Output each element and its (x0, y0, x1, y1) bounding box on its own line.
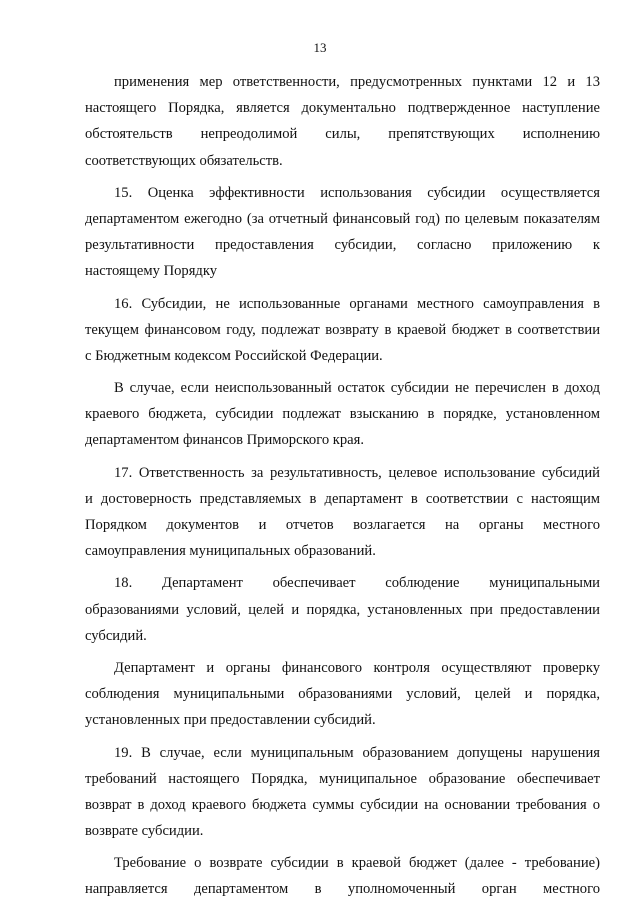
text-line: субсидий. (85, 627, 147, 644)
text-line: настоящему Порядку (85, 263, 218, 280)
text-line: соблюдения муниципальными образованиями условий, целей и порядка, (85, 686, 600, 703)
text-line: направляется департаментом в уполномоченный орган местного (85, 881, 600, 898)
text-line: самоуправления муниципальных образований. (85, 543, 376, 560)
paragraph (85, 69, 600, 174)
paragraph (85, 375, 600, 454)
paragraph (85, 850, 600, 902)
text-line: 18. Департамент обеспечивает соблюдение муниципальными (114, 575, 600, 592)
text-line: В случае, если неиспользованный остаток субсидии не перечислен в доход (114, 380, 600, 397)
text-line: текущем финансовом году, подлежат возврату в краевой бюджет в соответствии (85, 321, 600, 338)
text-line: возврате субсидии. (85, 823, 204, 840)
text-line: требований настоящего Порядка, муниципальное образование обеспечивает (85, 770, 600, 787)
text-line: Порядком документов и отчетов возлагается на органы местного (85, 517, 600, 533)
text-line: 15. Оценка эффективности использования субсидии осуществляется (114, 184, 600, 201)
text-line: применения мер ответственности, предусмотренных пунктами 12 и 13 (114, 74, 600, 90)
text-line: с Бюджетным кодексом Российской Федерации. (85, 347, 383, 364)
paragraph (85, 291, 600, 370)
text-line: и достоверность представляемых в департамент в соответствии с настоящим (85, 490, 600, 507)
paragraph (85, 180, 600, 285)
text-line: Требование о возврате субсидии в краевой бюджет (далее - требование) (114, 855, 600, 872)
text-line: обстоятельств непреодолимой силы, препятствующих исполнению (85, 126, 600, 143)
text-line: настоящего Порядка, является документально подтвержденное наступление (85, 100, 600, 117)
paragraph (85, 460, 600, 565)
text-line: краевого бюджета, субсидии подлежат взысканию в порядке, установленном (85, 406, 600, 423)
text-line: установленных при предоставлении субсидий. (85, 712, 376, 729)
text-line: результативности предоставления субсидии, согласно приложению к (85, 237, 600, 254)
text-line: департаментом ежегодно (за отчетный финансовый год) по целевым показателям (85, 210, 600, 227)
text-line: 19. В случае, если муниципальным образованием допущены нарушения (114, 744, 600, 761)
text-line: соответствующих обязательств. (85, 152, 283, 169)
text-line: департаментом финансов Приморского края. (85, 432, 365, 449)
text-line: образованиями условий, целей и порядка, установленных при предоставлении (85, 601, 600, 618)
paragraph (85, 570, 600, 649)
paragraph (85, 655, 600, 734)
page-number: 13 (313, 40, 327, 55)
text-line: Департамент и органы финансового контроля осуществляют проверку (114, 659, 600, 676)
document-body (85, 69, 600, 903)
paragraph (85, 740, 600, 845)
text-line: 16. Субсидии, не использованные органами местного самоуправления в (114, 295, 600, 312)
text-line: возврат в доход краевого бюджета суммы субсидии на основании требования о (85, 796, 600, 813)
text-line: 17. Ответственность за результативность, целевое использование субсидий (114, 464, 600, 481)
